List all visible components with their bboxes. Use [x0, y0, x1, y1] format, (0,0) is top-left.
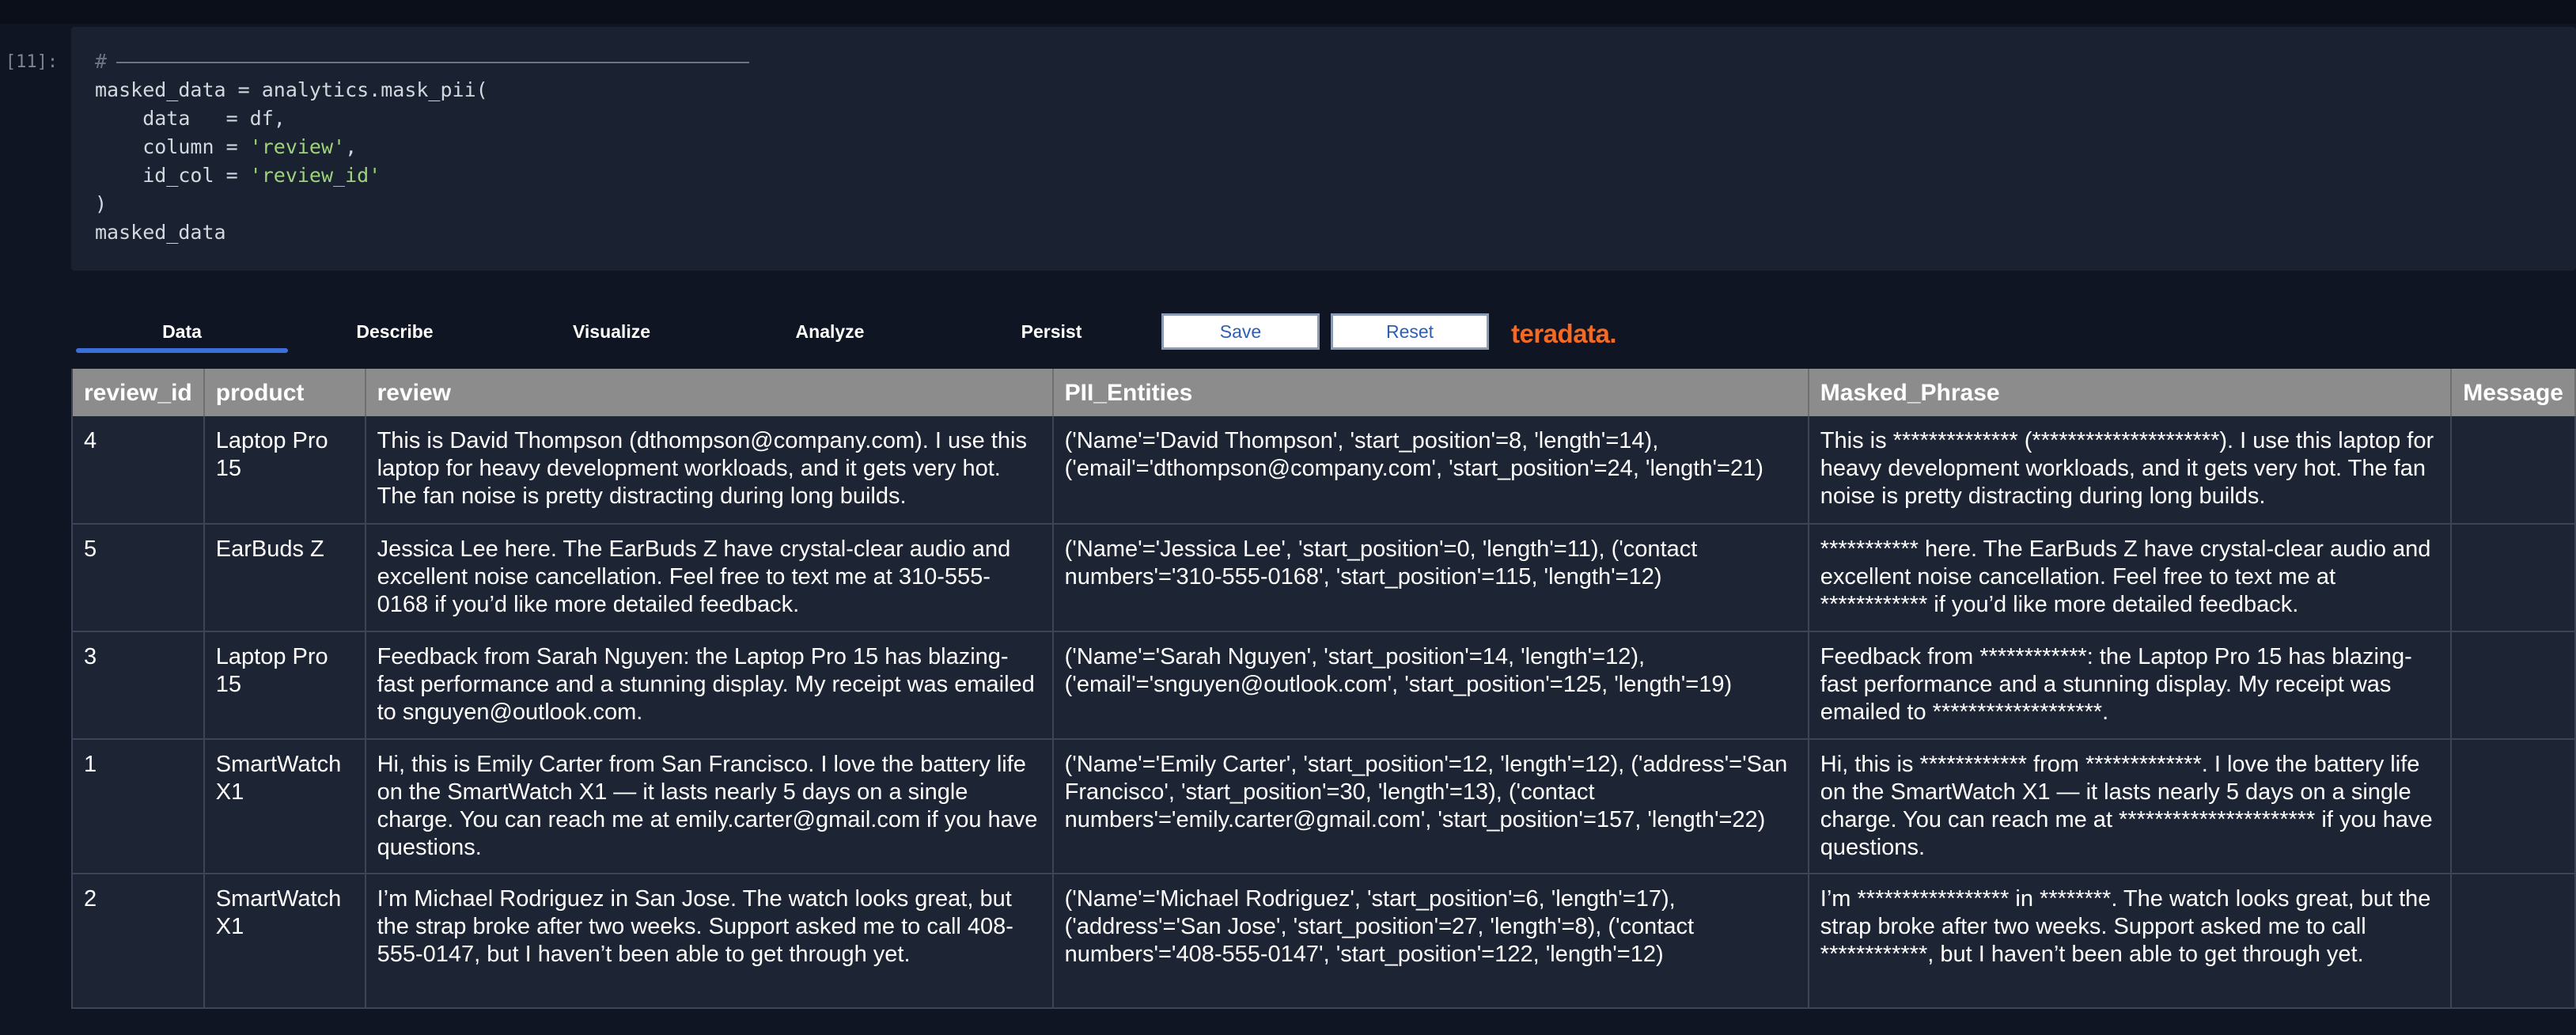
cell-review-id: 5: [72, 524, 204, 631]
cell-masked-phrase: Feedback from ************: the Laptop Pro 15 has blazing-fast performance and a stunning display. My receipt was emailed to *******************.: [1809, 631, 2451, 739]
cell-review-id: 3: [72, 631, 204, 739]
cell-pii-entities: ('Name'='Emily Carter', 'start_position'=12, 'length'=12), ('address'='San Francisco', 'start_position'=30, 'length'=13), ('contact numbers'='emily.carter@gmail.com', 'start_position'=157, 'length'=22): [1053, 739, 1809, 874]
table-row: [72, 739, 2575, 874]
cell-review: Feedback from Sarah Nguyen: the Laptop Pro 15 has blazing-fast performance and a stunning display. My receipt was emailed to snguyen@outlook.com.: [366, 631, 1053, 739]
cell-product: SmartWatch X1: [204, 874, 366, 1008]
cell-pii-entities: ('Name'='Jessica Lee', 'start_position'=0, 'length'=11), ('contact numbers'='310-555-0168', 'start_position'=115, 'length'=12): [1053, 524, 1809, 631]
table-row: [72, 631, 2575, 739]
table-row: [72, 874, 2575, 1008]
cell-masked-phrase: *********** here. The EarBuds Z have crystal-clear audio and excellent noise cancellation. Feel free to text me at ************ if you’d like more detailed feedback.: [1809, 524, 2451, 631]
code-string: 'review_id': [249, 164, 381, 187]
code-line: masked_data = analytics.mask_pii(: [95, 78, 488, 101]
table-row: [72, 416, 2575, 524]
cell-pii-entities: ('Name'='David Thompson', 'start_position'=8, 'length'=14), ('email'='dthompson@company.com', 'start_position'=24, 'length'=21): [1053, 416, 1809, 524]
comment-rule: [116, 62, 749, 63]
tab-persist[interactable]: Persist: [1021, 321, 1082, 342]
tab-data[interactable]: Data: [76, 312, 288, 353]
cell-product: SmartWatch X1: [204, 739, 366, 874]
code-text: column =: [95, 135, 250, 158]
code-line: [95, 161, 2576, 190]
code-string: 'review': [249, 135, 346, 158]
cell-message: [2451, 739, 2575, 874]
cell-review: Jessica Lee here. The EarBuds Z have crystal-clear audio and excellent noise cancellation. Feel free to text me at 310-555-0168 if you’d like more detailed feedback.: [366, 524, 1053, 631]
cell-pii-entities: ('Name'='Sarah Nguyen', 'start_position'=14, 'length'=12), ('email'='snguyen@outlook.com', 'start_position'=125, 'length'=19): [1053, 631, 1809, 739]
column-header-masked-phrase[interactable]: Masked_Phrase: [1809, 369, 2451, 416]
cell-review: I’m Michael Rodriguez in San Jose. The watch looks great, but the strap broke after two weeks. Support asked me to call 408-555-0147, but I haven’t been able to get through yet.: [366, 874, 1053, 1008]
column-header-product[interactable]: product: [204, 369, 366, 416]
cell-pii-entities: ('Name'='Michael Rodriguez', 'start_position'=6, 'length'=17), ('address'='San Jose', 'start_position'=27, 'length'=8), ('contact numbers'='408-555-0147', 'start_position'=122, 'length'=12): [1053, 874, 1809, 1008]
cell-message: [2451, 874, 2575, 1008]
column-header-pii-entities[interactable]: PII_Entities: [1053, 369, 1809, 416]
reset-button[interactable]: Reset: [1331, 313, 1489, 350]
cell-review: This is David Thompson (dthompson@company.com). I use this laptop for heavy development workloads, and it gets very hot. The fan noise is pretty distracting during long builds.: [366, 416, 1053, 524]
cell-product: Laptop Pro 15: [204, 631, 366, 739]
cell-product: EarBuds Z: [204, 524, 366, 631]
tab-visualize[interactable]: Visualize: [572, 321, 651, 342]
top-strip: [0, 0, 2576, 24]
save-button[interactable]: Save: [1161, 313, 1320, 350]
code-line: data = df,: [95, 107, 286, 130]
table-header-row: [72, 369, 2575, 416]
teradata-logo: teradata.: [1511, 319, 1617, 348]
results-table: [71, 369, 2576, 1009]
cell-message: [2451, 524, 2575, 631]
column-header-review-id[interactable]: review_id: [72, 369, 204, 416]
comment-mark: #: [95, 50, 108, 73]
cell-message: [2451, 631, 2575, 739]
cell-review: Hi, this is Emily Carter from San Francisco. I love the battery life on the SmartWatch X1 — it lasts nearly 5 days on a single charge. You can reach me at emily.carter@gmail.com if you have questions.: [366, 739, 1053, 874]
code-line: masked_data: [95, 221, 226, 244]
table-row: [72, 524, 2575, 631]
column-header-review[interactable]: review: [366, 369, 1053, 416]
code-line: ): [95, 192, 108, 215]
code-text: id_col =: [95, 164, 250, 187]
cell-masked-phrase: I’m ***************** in ********. The watch looks great, but the strap broke after two weeks. Support asked me to call ************, but I haven’t been able to get through yet.: [1809, 874, 2451, 1008]
cell-review-id: 1: [72, 739, 204, 874]
cell-prompt: [11]:: [5, 52, 59, 72]
tab-describe[interactable]: Describe: [356, 321, 434, 342]
cell-review-id: 4: [72, 416, 204, 524]
cell-review-id: 2: [72, 874, 204, 1008]
cell-masked-phrase: This is ************** (*********************). I use this laptop for heavy development workloads, and it gets very hot. The fan noise is pretty distracting during long builds.: [1809, 416, 2451, 524]
code-cell[interactable]: [71, 27, 2576, 271]
code-comment-line: [95, 47, 2576, 76]
cell-masked-phrase: Hi, this is ************ from *************. I love the battery life on the SmartWatch X1 — it lasts nearly 5 days on a single charge. You can reach me at ********************** if you have questions.: [1809, 739, 2451, 874]
code-text: ,: [345, 135, 358, 158]
column-header-message[interactable]: Message: [2451, 369, 2575, 416]
cell-product: Laptop Pro 15: [204, 416, 366, 524]
cell-message: [2451, 416, 2575, 524]
code-line: [95, 133, 2576, 161]
tab-analyze[interactable]: Analyze: [795, 321, 865, 342]
